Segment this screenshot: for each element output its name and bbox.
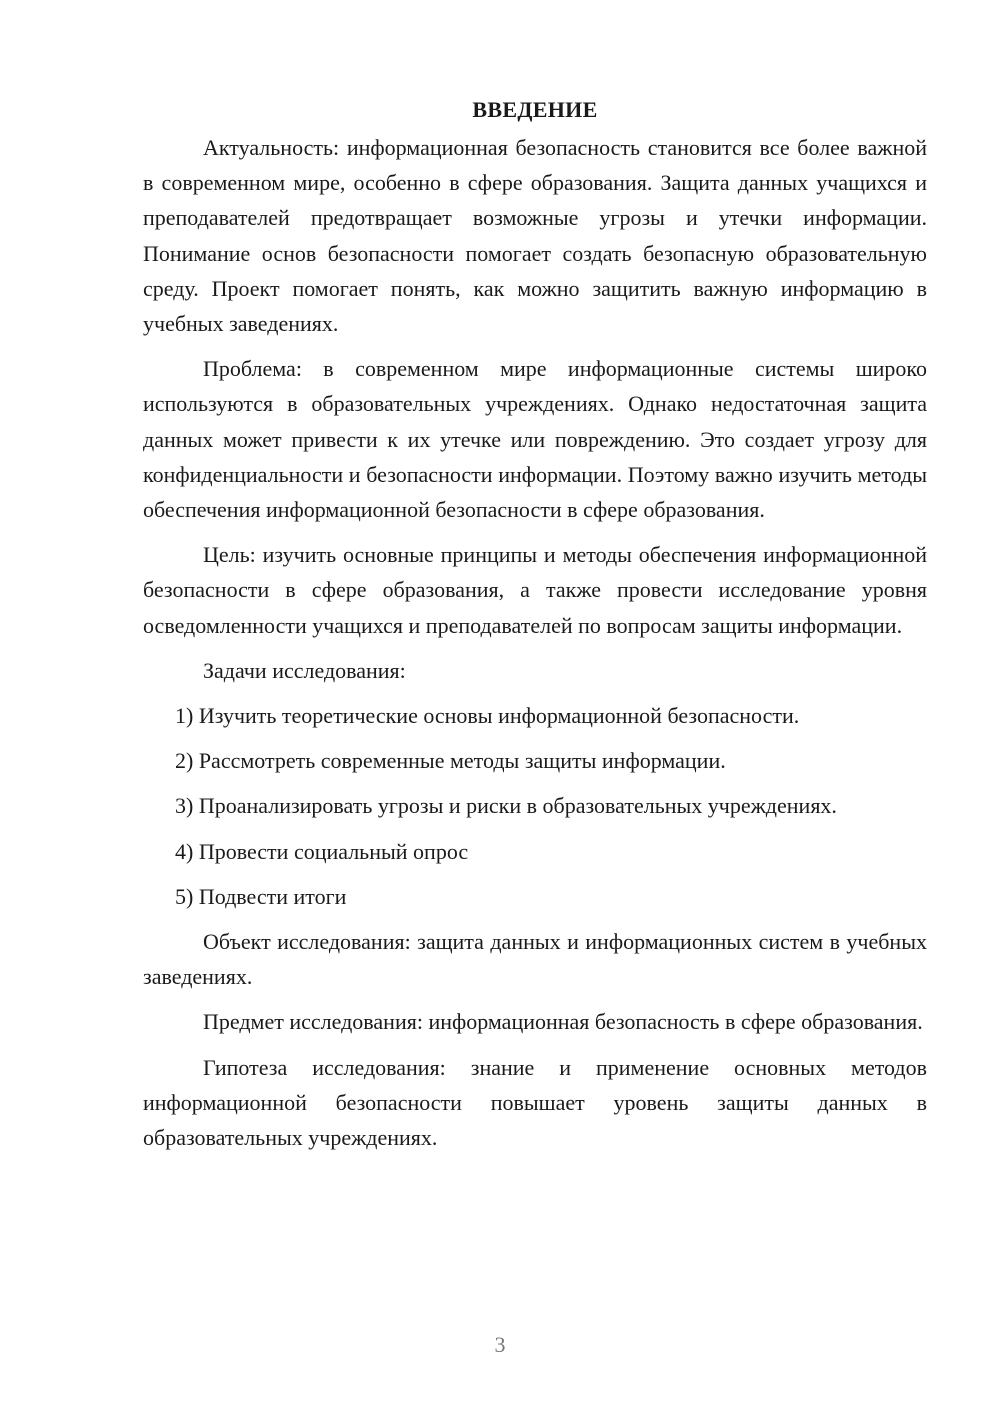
- paragraph-subject: Предмет исследования: информационная безопасность в сфере образования.: [203, 1009, 923, 1035]
- task-item: 4) Провести социальный опрос: [175, 838, 469, 864]
- paragraph-goal: Цель: изучить основные принципы и методы обеспечения информационной безопасности в сфере образования, а также провести исследование уровня осведомленности учащихся и преподавателей по вопросам защиты информации.: [143, 542, 927, 638]
- page-number: 3: [494, 1332, 506, 1357]
- task-item: 2) Рассмотреть современные методы защиты информации.: [175, 748, 726, 774]
- task-item: 5) Подвести итоги: [175, 883, 347, 909]
- document-page: [143, 95, 927, 1165]
- paragraph-object: Объект исследования: защита данных и информационных систем в учебных заведениях.: [143, 929, 927, 990]
- page-heading: ВВЕДЕНИЕ: [472, 97, 598, 122]
- task-item: 3) Проанализировать угрозы и риски в образовательных учреждениях.: [175, 793, 837, 819]
- tasks-title: Задачи исследования:: [203, 657, 406, 683]
- paragraph-relevance: Актуальность: информационная безопасность становится все более важной в современном мире, особенно в сфере образования. Защита данных учащихся и преподавателей предотвращает возможные угрозы и утечки информации. Понимание основ безопасности помогает создать безопасную образовательную среду. Проект помогает понять, как можно защитить важную информацию в учебных заведениях.: [143, 135, 927, 337]
- tasks-list: [143, 698, 927, 914]
- paragraph-hypothesis: Гипотеза исследования: знание и применение основных методов информационной безопасности повышает уровень защиты данных в образовательных учреждениях.: [143, 1054, 927, 1151]
- paragraph-problem: Проблема: в современном мире информационные системы широко используются в образовательных учреждениях. Однако недостаточная защита данных может привести к их утечке или повреждению. Это создает угрозу для конфиденциальности и безопасности информации. Поэтому важно изучить методы обеспечения информационной безопасности в сфере образования.: [143, 356, 927, 523]
- task-item: 1) Изучить теоретические основы информационной безопасности.: [175, 703, 800, 729]
